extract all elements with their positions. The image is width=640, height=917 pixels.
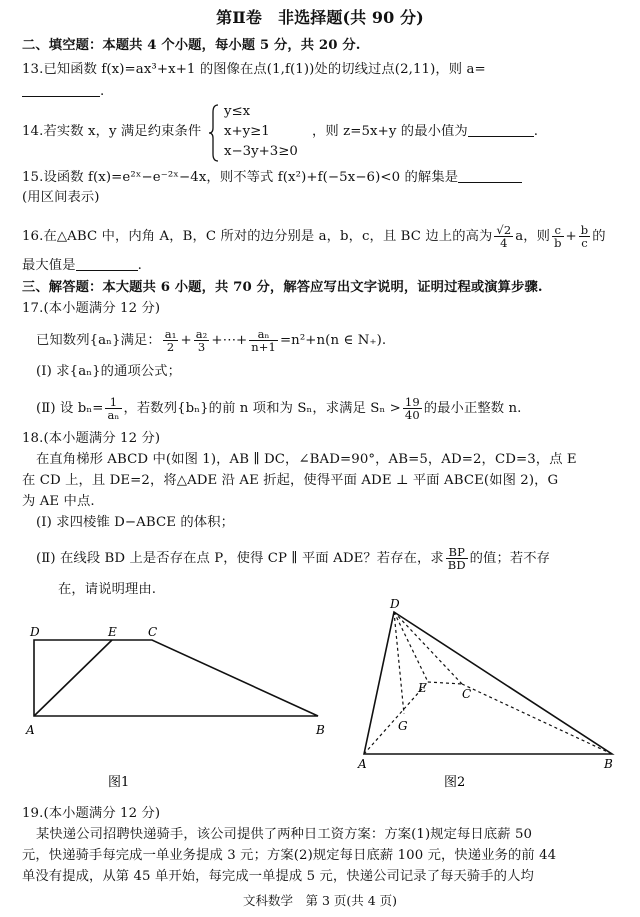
answer-blank (458, 168, 522, 183)
brace-icon (208, 104, 220, 162)
fraction: $\frac{19}{40}$ (404, 395, 420, 422)
question-15-note: (用区间表示) (22, 190, 100, 205)
figure-1-trapezoid (20, 620, 340, 800)
question-13: 13.已知函数 f(x)=ax³+x+1 的图像在点(1,f(1))处的切线过点(2,11)，则 a= (22, 62, 486, 77)
page-footer: 文科数学 第 3 页(共 4 页) (242, 893, 398, 908)
question-19-line-1: 某快递公司招聘快递骑手，该公司提供了两种日工资方案：方案(1)规定每日底薪 50 (36, 827, 533, 842)
fraction: $\frac{c}{b}$ (554, 223, 562, 250)
question-18-header: 18.(本小题满分 12 分) (22, 431, 161, 446)
question-18-part-2-line-2: 在，请说明理由. (58, 582, 157, 597)
label-C: C (462, 687, 472, 701)
label-B: B (604, 757, 613, 771)
question-18-part-2: (Ⅱ) 在线段 BD 上是否存在点 P，使得 CP ∥ 平面 ADE？若存在，求 $\frac{BP}{BD}$ 的值；若不存 (36, 545, 551, 572)
fraction: $\frac{\text{aₙ}}{n+1}$ (251, 327, 276, 354)
question-18-part-1: (Ⅰ) 求四棱锥 D−ABCE 的体积； (36, 515, 234, 530)
question-16: 16.在△ABC 中，内角 A，B，C 所对的边分别是 a，b，c，且 BC 边上的高为 $\frac{√2}{4}$ a，则 $\frac{c}{b}$ + $\frac{b}{c}$ 的 (22, 223, 606, 250)
fraction: $\frac{1}{\text{aₙ}}$ (107, 395, 120, 422)
question-17-header: 17.(本小题满分 12 分) (22, 301, 161, 316)
segment-AE (34, 640, 112, 716)
edge-EC (428, 682, 462, 684)
section-2-heading: 二、填空题：本题共 4 个小题，每小题 5 分，共 20 分. (22, 38, 361, 53)
edge-DG (394, 612, 404, 714)
question-18-line-1: 在直角梯形 ABCD 中(如图 1)，AB ∥ DC，∠BAD=90°，AB=5，AD=2，CD=3，点 E (36, 452, 577, 467)
label-E: E (418, 681, 427, 695)
constraint-1: y≤x (224, 104, 251, 119)
question-19-line-3: 单没有提成，从第 45 单开始，每完成一单提成 5 元，快递公司记录了每天骑手的人均 (22, 869, 534, 884)
figure-2-pyramid (350, 596, 630, 806)
constraint-2: x+y≥1 (224, 124, 270, 139)
question-19-header: 19.(本小题满分 12 分) (22, 806, 161, 821)
fraction: $\frac{BP}{BD}$ (447, 545, 466, 572)
edge-DC (394, 612, 462, 684)
section-title: 第Ⅱ卷 非选择题(共 90 分) (216, 8, 424, 27)
fraction: $\frac{b}{c}$ (580, 223, 589, 250)
answer-blank (76, 256, 138, 271)
question-14-rest: ，则 z=5x+y 的最小值为 . (312, 124, 539, 139)
section-3-heading: 三、解答题：本大题共 6 小题，共 70 分，解答应写出文字说明，证明过程或演算步骤. (22, 280, 543, 295)
question-19-line-2: 元，快递骑手每完成一单业务提成 3 元；方案(2)规定每日底薪 100 元，快递业务的前 44 (22, 848, 557, 863)
question-17-statement: 已知数列{aₙ}满足： $\frac{\text{a₁}}{2}$ + $\frac{\text{a₂}}{3}$ +⋯+ $\frac{\text{aₙ}}{n+1}$ =n²+n(n ∈ N₊). (36, 327, 387, 354)
label-D: D (390, 597, 400, 611)
question-16-line-2: 最大值是 . (22, 258, 142, 273)
figure-2-caption: 图2 (444, 775, 466, 790)
fraction: $\frac{\text{a₂}}{3}$ (195, 327, 208, 354)
fraction: $\frac{\text{a₁}}{2}$ (164, 327, 177, 354)
answer-blank (468, 122, 534, 137)
question-17-part-2: (Ⅱ) 设 bₙ= $\frac{1}{\text{aₙ}}$ ，若数列{bₙ}的前 n 项和为 Sₙ，求满足 Sₙ > $\frac{19}{40}$ 的最小正整数 n. (36, 395, 522, 422)
label-C: C (148, 625, 158, 639)
question-13-answer-blank: . (22, 82, 626, 102)
answer-blank (22, 82, 100, 97)
label-B: B (316, 723, 325, 737)
label-D: D (30, 625, 40, 639)
figure-1-caption: 图1 (108, 775, 130, 790)
constraint-3: x−3y+3≥0 (224, 144, 298, 159)
question-18-line-2: 在 CD 上，且 DE=2，将△ADE 沿 AE 折起，使得平面 ADE ⊥ 平面 ABCE(如图 2)，G (22, 473, 559, 488)
label-A: A (26, 723, 35, 737)
label-G: G (398, 719, 408, 733)
edge-CB (462, 684, 612, 754)
fraction: $\frac{√2}{4}$ (496, 223, 512, 250)
trapezoid-outline (34, 640, 318, 716)
label-E: E (108, 625, 117, 639)
question-14: 14.若实数 x，y 满足约束条件 (22, 124, 202, 139)
question-18-line-3: 为 AE 中点. (22, 494, 95, 509)
question-17-part-1: (Ⅰ) 求{aₙ}的通项公式； (36, 364, 182, 379)
question-15: 15.设函数 f(x)=e²ˣ−e⁻²ˣ−4x，则不等式 f(x²)+f(−5x−6)<0 的解集是 (22, 168, 626, 188)
label-A: A (358, 757, 367, 771)
